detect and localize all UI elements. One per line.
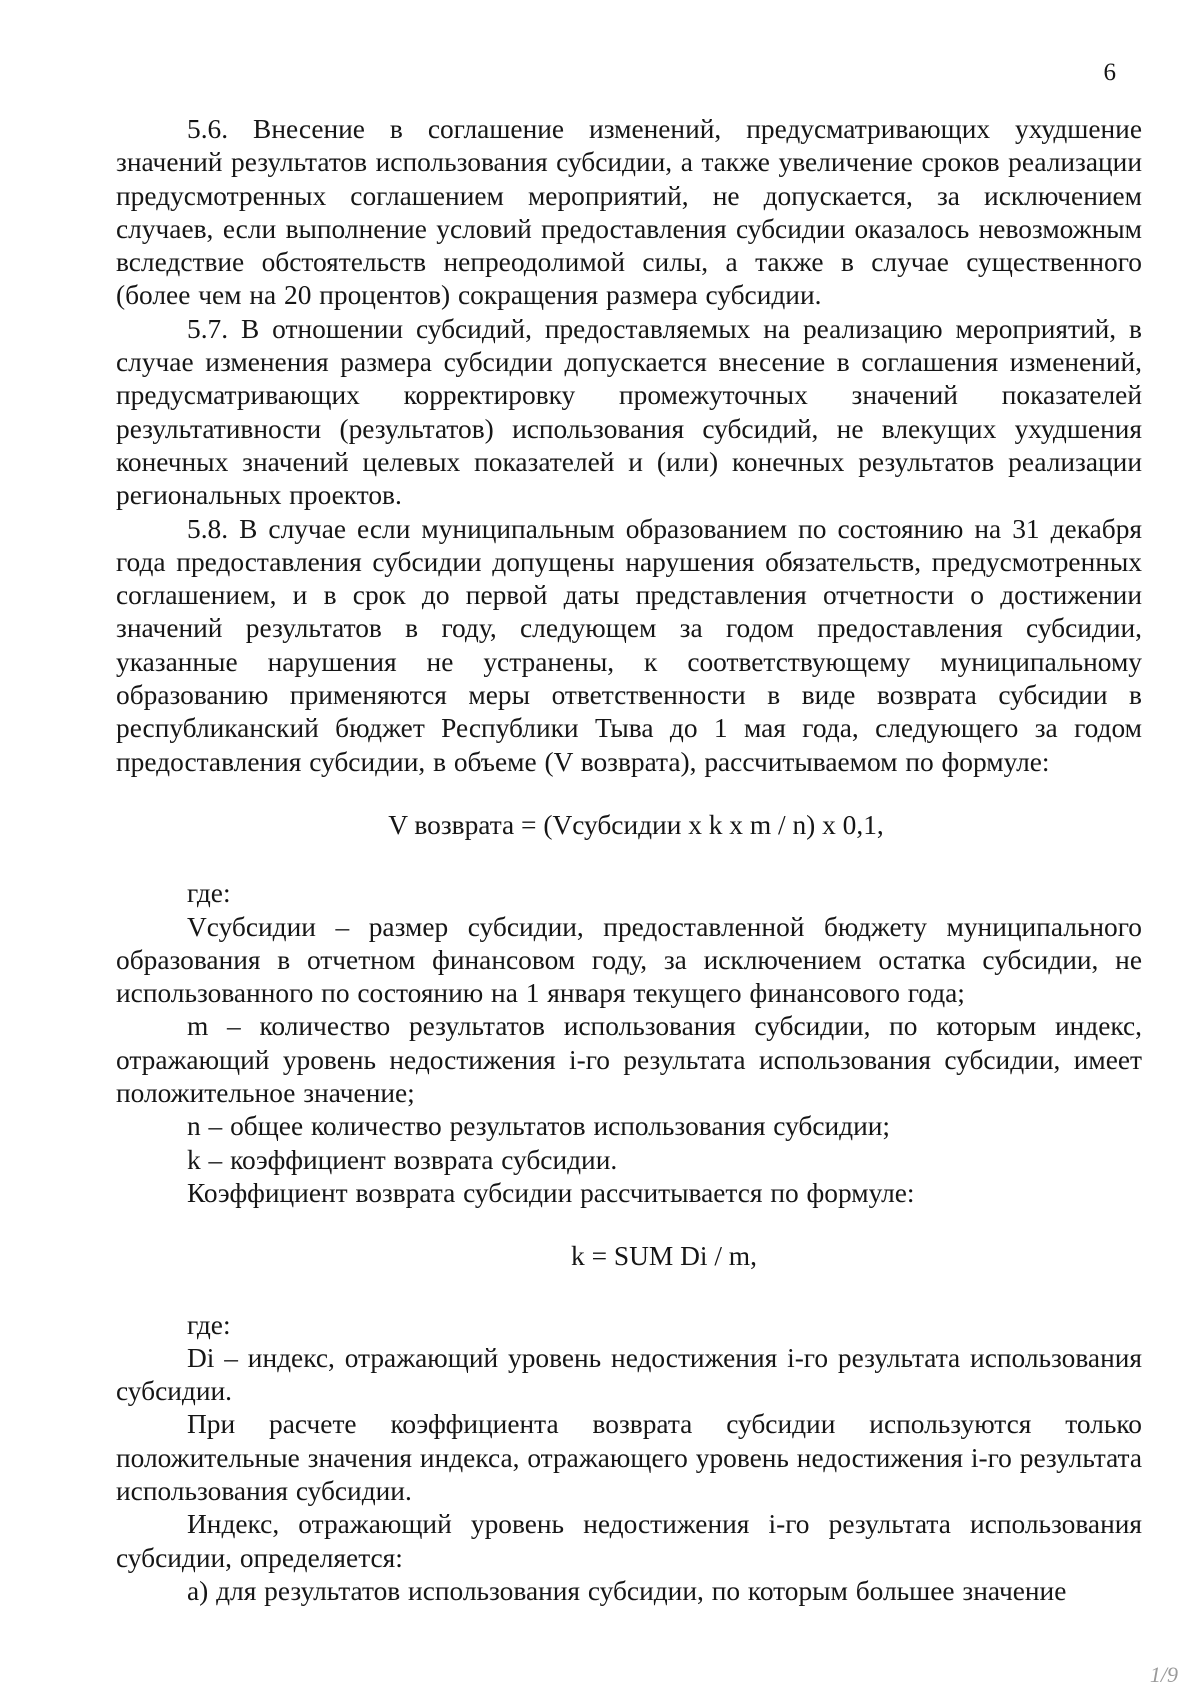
- where-label-1: где:: [187, 878, 231, 909]
- where-label-2: где:: [187, 1309, 231, 1340]
- paragraph-5-6: 5.6. Внесение в соглашение изменений, предусматривающих ухудшение значений результатов использования субсидии, а также увеличение сроков реализации предусмотренных соглашением мероприятий, не допускается, за исключением случаев, если выполнение условий предоставления субсидии оказалось невозможным вследствие обстоятельств непреодолимой силы, а также в случае существенного (более чем на 20 процентов) сокращения размера субсидии.: [116, 114, 1142, 311]
- formula-k: k = SUM Di / m,: [571, 1241, 757, 1272]
- document-body: [116, 113, 1142, 1608]
- definition-n: n – общее количество результатов использования субсидии;: [187, 1111, 891, 1142]
- item-a: а) для результатов использования субсидии, по которым большее значение: [187, 1575, 1067, 1606]
- index-determination: Индекс, отражающий уровень недостижения i-го результата использования субсидии, определяется:: [116, 1509, 1142, 1573]
- paragraph-5-7: 5.7. В отношении субсидий, предоставляемых на реализацию мероприятий, в случае изменения размера субсидии допускается внесение в соглашения изменений, предусматривающих корректировку промежуточных значений показателей результативности (результатов) использования субсидий, не влекущих ухудшения конечных значений целевых показателей и (или) конечных результатов реализации региональных проектов.: [116, 313, 1142, 511]
- handwritten-margin-mark: 1/9: [1149, 1662, 1178, 1687]
- definition-m: m – количество результатов использования субсидии, по которым индекс, отражающий уровень недостижения i-го результата использования субсидии, имеет положительное значение;: [116, 1011, 1142, 1109]
- coefficient-intro: Коэффициент возврата субсидии рассчитывается по формуле:: [187, 1177, 915, 1208]
- definition-k: k – коэффициент возврата субсидии.: [187, 1144, 618, 1175]
- formula-v-return: V возврата = (Vсубсидии x k x m / n) x 0,1,: [388, 809, 884, 840]
- page-number: 6: [1103, 59, 1116, 86]
- paragraph-5-8: 5.8. В случае если муниципальным образованием по состоянию на 31 декабря года предоставления субсидии допущены нарушения обязательств, предусмотренных соглашением, и в срок до первой даты представления отчетности о достижении значений результатов в году, следующем за годом предоставления субсидии, указанные нарушения не устранены, к соответствующему муниципальному образованию применяются меры ответственности в виде возврата субсидии в республиканский бюджет Республики Тыва до 1 мая года, следующего за годом предоставления субсидии, в объеме (V возврата), рассчитываемом по формуле:: [116, 513, 1142, 777]
- definition-di: Di – индекс, отражающий уровень недостижения i-го результата использования субсидии.: [116, 1342, 1142, 1407]
- positive-values-note: При расчете коэффициента возврата субсидии используются только положительные значения индекса, отражающего уровень недостижения i-го результата использования субсидии.: [116, 1409, 1142, 1506]
- definition-v-subsidy: Vсубсидии – размер субсидии, предоставленной бюджету муниципального образования в отчетном финансовом году, за исключением остатка субсидии, не использованного по состоянию на 1 января текущего финансового года;: [116, 911, 1142, 1009]
